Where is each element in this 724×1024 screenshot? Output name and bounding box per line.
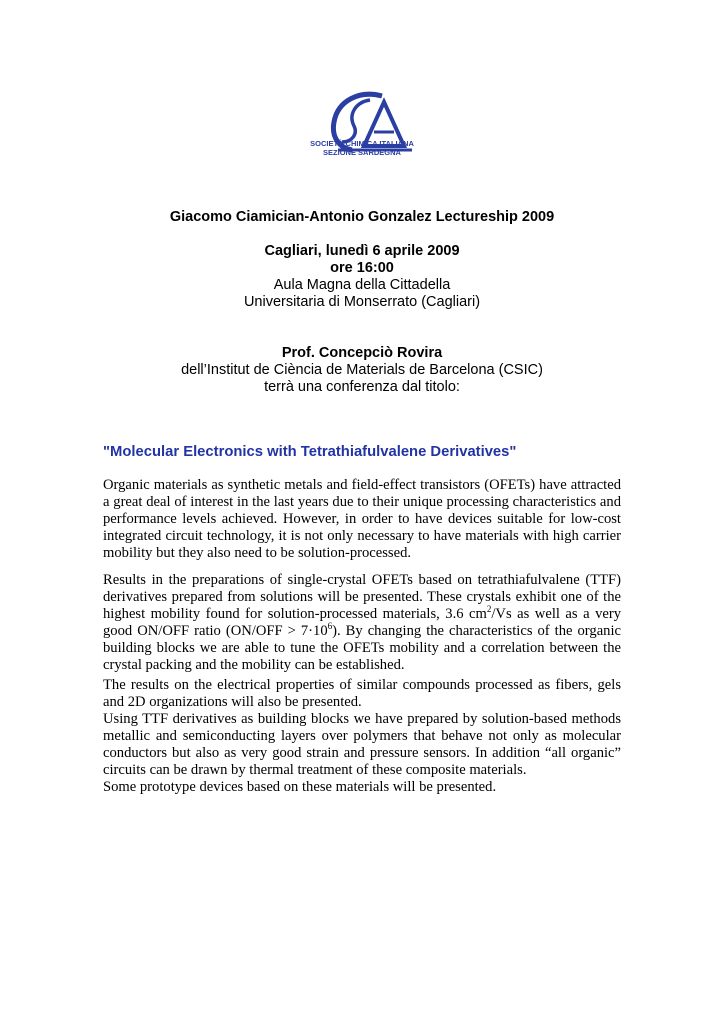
- logo-line-1: SOCIETÀ CHIMICA ITALIANA: [310, 139, 414, 148]
- speaker-institution: dell’Institut de Ciència de Materials de Barcelona (CSIC): [181, 362, 543, 378]
- abstract-paragraph-5: Some prototype devices based on these materials will be presented.: [103, 779, 497, 795]
- abstract-paragraph-4: Using TTF derivatives as building blocks we have prepared by solution-based methods metallic and semiconducting layers over polymers that behave not only as molecular conductors but also as very good strain and pressure sensors. In addition “all organic” circuits can be drawn by thermal treatment of these composite materials.: [103, 711, 621, 778]
- abstract-paragraph-1: Organic materials as synthetic metals and field-effect transistors (OFETs) have attracted a great deal of interest in the last years due to their unique processing characteristics and performance levels achieved. However, in order to have devices suitable for low-cost integrated circuit technology, it is not only necessary to have materials with high carrier mobility but they also need to be solution-processed.: [103, 477, 621, 561]
- lectureship-title: Giacomo Ciamician-Antonio Gonzalez Lectureship 2009: [169, 209, 555, 225]
- venue-line-1: Aula Magna della Cittadella: [273, 277, 451, 293]
- abstract-paragraph-2: Results in the preparations of single-crystal OFETs based on tetrathiafulvalene (TTF) derivatives prepared from solutions will be presented. These crystals exhibit one of the highest mobility found for solution-processed materials, 3.6 $cm^2/Vs$ as well as a very good ON/OFF ratio $(ON/OFF > 7\cdot 10^6)$. By changing the characteristics of the organic building blocks we are able to tune the OFETs mobility and a correlation between the crystal packing and the mobility can be established.: [103, 572, 622, 673]
- event-time: ore 16:00: [330, 260, 394, 276]
- abstract-paragraph-3: The results on the electrical properties of similar compounds processed as fibers, gels and 2D organizations will also be presented.: [103, 677, 621, 710]
- venue-line-2: Universitaria di Monserrato (Cagliari): [243, 294, 481, 310]
- speaker-name: Prof. Concepciò Rovira: [281, 345, 443, 361]
- talk-title: "Molecular Electronics with Tetrathiafulvalene Derivatives": [103, 444, 517, 460]
- conference-announcement: terrà una conferenza dal titolo:: [264, 379, 460, 395]
- logo-line-2: SEZIONE SARDEGNA: [323, 148, 401, 157]
- event-date: Cagliari, lunedì 6 aprile 2009: [264, 243, 460, 259]
